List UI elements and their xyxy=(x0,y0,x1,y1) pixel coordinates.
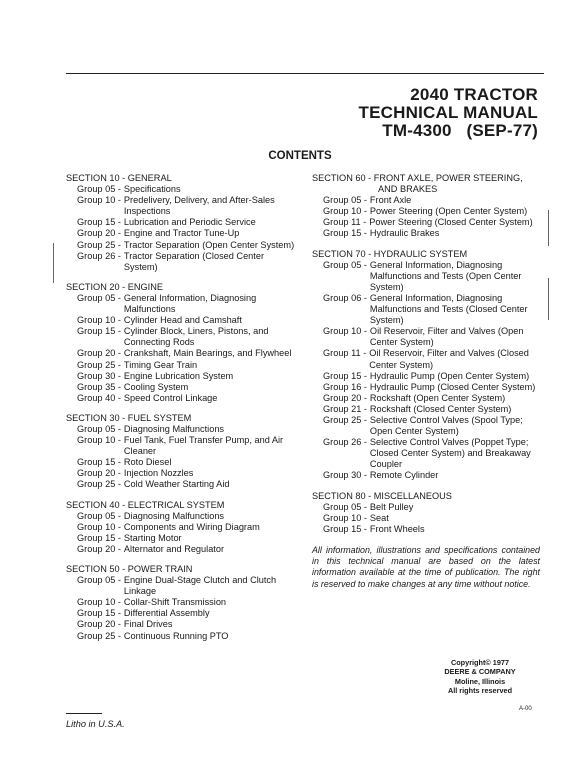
group-entry xyxy=(312,260,540,293)
group-entry xyxy=(66,315,298,326)
group-number: Group 25 - xyxy=(323,414,367,425)
group-title: Diagnosing Malfunctions xyxy=(123,510,225,521)
group-entry xyxy=(66,371,298,382)
group-title: Cylinder Head and Camshaft xyxy=(123,315,242,326)
bottom-rule xyxy=(66,713,102,714)
group-entry xyxy=(66,382,298,393)
group-number: Group 16 - xyxy=(323,381,367,392)
group-title: Remote Cylinder xyxy=(369,470,439,481)
group-entry xyxy=(312,228,540,239)
copyright-line: Copyright© 1977 xyxy=(450,658,510,667)
group-title: Rockshaft (Closed Center System) xyxy=(369,403,512,414)
group-title: Selective Control Valves (Poppet Type; Closed Center System) and Breakaway Coupler xyxy=(369,437,531,470)
group-title: Power Steering (Closed Center System) xyxy=(369,217,533,228)
group-title: Hydraulic Pump (Open Center System) xyxy=(369,370,530,381)
group-title: Oil Reservoir, Filter and Valves (Closed Center System) xyxy=(369,348,529,370)
group-title: Final Drives xyxy=(123,619,173,630)
group-title: Components and Wiring Diagram xyxy=(123,521,260,532)
section-title-text: SECTION 50 - POWER TRAIN xyxy=(66,564,193,574)
title-line-3: TM-4300 (SEP-77) xyxy=(382,121,538,140)
section-title-text: SECTION 20 - ENGINE xyxy=(66,281,163,292)
group-number: Group 05 - xyxy=(323,259,367,270)
group-entry xyxy=(312,348,540,370)
group-number: Group 05 - xyxy=(77,292,121,303)
group-entry xyxy=(312,470,540,481)
group-number: Group 15 - xyxy=(323,228,367,239)
section-title xyxy=(66,564,298,575)
group-entry xyxy=(66,228,298,239)
group-number: Group 10 - xyxy=(77,597,121,608)
group-title: Cooling System xyxy=(123,381,189,392)
group-number: Group 21 - xyxy=(323,403,367,414)
section-title-text: SECTION 30 - FUEL SYSTEM xyxy=(66,412,192,423)
group-number: Group 10 - xyxy=(323,206,367,217)
group-number: Group 30 - xyxy=(77,370,121,381)
contents-section xyxy=(66,500,298,555)
group-entry xyxy=(312,195,540,206)
group-number: Group 05 - xyxy=(77,423,121,434)
group-entry xyxy=(66,533,298,544)
group-number: Group 15 - xyxy=(77,326,121,337)
group-entry xyxy=(312,404,540,415)
group-entry xyxy=(66,608,298,619)
contents-section xyxy=(66,564,298,642)
group-title: Engine and Tractor Tune-Up xyxy=(123,228,240,239)
group-entry xyxy=(312,415,540,437)
group-title: Seat xyxy=(369,512,389,523)
group-number: Group 10 - xyxy=(77,195,121,206)
right-sections xyxy=(312,173,540,535)
contents-section xyxy=(66,282,298,404)
group-title: Rockshaft (Open Center System) xyxy=(369,392,506,403)
group-title: Power Steering (Open Center System) xyxy=(369,206,528,217)
group-title: Cylinder Block, Liners, Pistons, and Connecting Rods xyxy=(123,326,269,348)
group-entry xyxy=(312,502,540,513)
group-number: Group 05 - xyxy=(323,501,367,512)
margin-mark xyxy=(548,210,549,246)
rights-line: All rights reserved xyxy=(447,686,513,696)
group-entry xyxy=(312,371,540,382)
group-title: Injection Nozzles xyxy=(123,468,194,479)
group-title: Alternator and Regulator xyxy=(123,543,225,554)
section-title-text: SECTION 70 - HYDRAULIC SYSTEM xyxy=(312,248,468,259)
contents-section xyxy=(312,249,540,482)
group-entry xyxy=(312,524,540,535)
section-title-text: SECTION 80 - MISCELLANEOUS xyxy=(312,490,452,501)
contents-section xyxy=(312,491,540,535)
group-number: Group 10 - xyxy=(77,315,121,326)
group-title: Differential Assembly xyxy=(123,608,210,619)
group-entry xyxy=(66,522,298,533)
section-title xyxy=(66,173,298,184)
group-number: Group 11 - xyxy=(323,217,367,228)
contents-section xyxy=(66,173,298,273)
group-entry xyxy=(66,393,298,404)
group-title: Engine Lubrication System xyxy=(123,370,234,381)
group-entry xyxy=(312,437,540,470)
group-title: Predelivery, Delivery, and After-Sales Inspections xyxy=(123,195,275,217)
group-number: Group 11 - xyxy=(323,348,367,359)
litho-note: Litho in U.S.A. xyxy=(66,719,125,729)
contents-right-column xyxy=(312,173,540,590)
group-number: Group 15 - xyxy=(77,217,121,228)
group-number: Group 30 - xyxy=(323,470,367,481)
group-number: Group 25 - xyxy=(77,630,121,641)
margin-mark xyxy=(53,243,54,283)
group-number: Group 20 - xyxy=(77,468,121,479)
publication-notice: All information, illustrations and specifications contained in this technical manual are based on the latest information available at the time of publication. The right is reserved to make changes at any time without notice. xyxy=(312,544,540,589)
section-title-text: SECTION 40 - ELECTRICAL SYSTEM xyxy=(66,499,225,510)
group-entry xyxy=(66,435,298,457)
group-number: Group 20 - xyxy=(77,543,121,554)
group-title: General Information, Diagnosing Malfunctions and Tests (Closed Center System) xyxy=(369,292,528,326)
group-title: Speed Control Linkage xyxy=(123,392,218,403)
group-title: Crankshaft, Main Bearings, and Flywheel xyxy=(123,348,292,359)
group-number: Group 20 - xyxy=(77,348,121,359)
group-title: Specifications xyxy=(123,184,181,195)
group-entry xyxy=(312,326,540,348)
group-entry xyxy=(66,184,298,195)
title-line-2: TECHNICAL MANUAL xyxy=(358,103,538,122)
contents-left-column xyxy=(66,173,298,651)
group-number: Group 26 - xyxy=(323,437,367,448)
group-entry xyxy=(66,468,298,479)
group-title: Starting Motor xyxy=(123,532,182,543)
group-number: Group 05 - xyxy=(77,184,121,195)
group-number: Group 25 - xyxy=(77,239,121,250)
group-entry xyxy=(312,513,540,524)
group-entry xyxy=(312,206,540,217)
group-number: Group 10 - xyxy=(77,521,121,532)
margin-mark xyxy=(548,278,549,320)
group-entry xyxy=(66,240,298,251)
group-entry xyxy=(66,479,298,490)
group-entry xyxy=(66,597,298,608)
contents-section xyxy=(312,173,540,240)
group-entry xyxy=(312,293,540,326)
group-number: Group 25 - xyxy=(77,359,121,370)
group-number: Group 20 - xyxy=(323,392,367,403)
group-number: Group 26 - xyxy=(77,250,121,261)
contents-heading: CONTENTS xyxy=(268,150,332,162)
group-entry xyxy=(66,360,298,371)
contents-section xyxy=(66,413,298,491)
section-title xyxy=(66,282,298,293)
location-line: Moline, Illinois xyxy=(454,676,506,686)
group-number: Group 06 - xyxy=(323,292,367,303)
group-entry xyxy=(66,326,298,348)
top-rule xyxy=(66,73,544,74)
group-title: Fuel Tank, Fuel Transfer Pump, and Air Cleaner xyxy=(123,435,284,457)
group-number: Group 20 - xyxy=(77,619,121,630)
section-title xyxy=(66,413,298,424)
group-entry xyxy=(66,195,298,217)
title-line-1: 2040 TRACTOR xyxy=(410,85,538,104)
group-number: Group 15 - xyxy=(77,457,121,468)
group-entry xyxy=(312,393,540,404)
group-title: Lubrication and Periodic Service xyxy=(123,217,256,228)
group-title: Front Axle xyxy=(369,195,412,206)
section-title xyxy=(66,500,298,511)
group-entry xyxy=(66,348,298,359)
group-title: Hydraulic Brakes xyxy=(369,228,440,239)
section-title-text: SECTION 10 - GENERAL xyxy=(66,173,172,183)
group-entry xyxy=(66,217,298,228)
group-entry xyxy=(66,424,298,435)
section-title-continuation: AND BRAKES xyxy=(378,184,438,195)
group-title: Front Wheels xyxy=(369,523,425,534)
group-title: Continuous Running PTO xyxy=(123,630,229,641)
group-number: Group 40 - xyxy=(77,392,121,403)
group-number: Group 15 - xyxy=(77,608,121,619)
section-title-text: SECTION 60 - FRONT AXLE, POWER STEERING, xyxy=(312,173,523,183)
group-number: Group 10 - xyxy=(77,435,121,446)
group-number: Group 05 - xyxy=(77,510,121,521)
group-entry xyxy=(66,457,298,468)
group-number: Group 20 - xyxy=(77,228,121,239)
group-title: Tractor Separation (Closed Center System) xyxy=(123,250,265,272)
group-number: Group 25 - xyxy=(77,479,121,490)
group-entry xyxy=(66,293,298,315)
group-title: Selective Control Valves (Spool Type; Open Center System) xyxy=(369,414,523,437)
group-title: General Information, Diagnosing Malfunctions and Tests (Open Center System) xyxy=(369,259,522,292)
group-entry xyxy=(66,631,298,642)
group-title: Hydraulic Pump (Closed Center System) xyxy=(369,381,536,392)
group-title: Diagnosing Malfunctions xyxy=(123,423,225,434)
group-number: Group 15 - xyxy=(323,523,367,534)
group-title: Belt Pulley xyxy=(369,501,414,512)
group-number: Group 35 - xyxy=(77,381,121,392)
group-title: Timing Gear Train xyxy=(123,359,198,370)
group-number: Group 10 - xyxy=(323,326,367,337)
group-number: Group 05 - xyxy=(77,575,121,586)
group-title: Oil Reservoir, Filter and Valves (Open Center System) xyxy=(369,326,524,348)
section-title xyxy=(312,249,540,260)
group-entry xyxy=(66,251,298,273)
group-number: Group 15 - xyxy=(77,532,121,543)
group-entry xyxy=(66,544,298,555)
group-entry xyxy=(312,217,540,228)
section-title xyxy=(312,173,540,195)
group-number: Group 05 - xyxy=(323,195,367,206)
group-entry xyxy=(312,382,540,393)
group-number: Group 10 - xyxy=(323,512,367,523)
group-title: Cold Weather Starting Aid xyxy=(123,479,230,490)
group-title: Engine Dual-Stage Clutch and Clutch Linkage xyxy=(123,575,277,597)
company-line: DEERE & COMPANY xyxy=(444,667,516,677)
group-number: Group 15 - xyxy=(323,370,367,381)
group-entry xyxy=(66,511,298,522)
group-title: Roto Diesel xyxy=(123,457,172,468)
group-entry xyxy=(66,575,298,597)
manual-title xyxy=(359,86,538,140)
group-title: Tractor Separation (Open Center System) xyxy=(123,239,295,250)
copyright-block xyxy=(430,658,530,696)
group-title: General Information, Diagnosing Malfunctions xyxy=(123,292,257,315)
page-code: A-00 xyxy=(519,706,532,712)
section-title xyxy=(312,491,540,502)
group-title: Collar-Shift Transmission xyxy=(123,597,227,608)
group-entry xyxy=(66,619,298,630)
